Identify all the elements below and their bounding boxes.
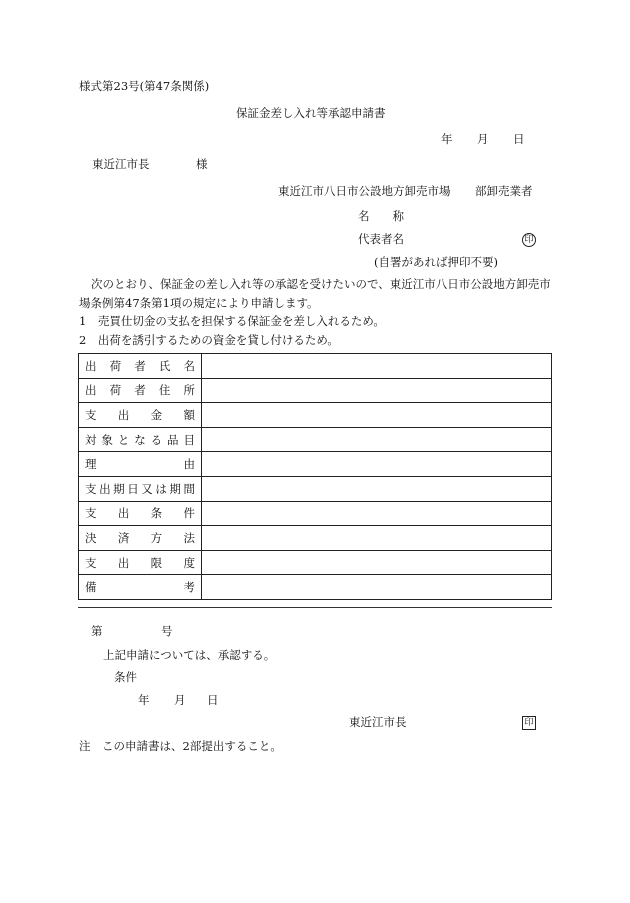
row-label-cell xyxy=(79,550,202,575)
signature-note: (自署があれば押印不要) xyxy=(374,255,498,269)
applicant-seal-mark: 印 xyxy=(522,233,536,247)
intro-paragraph: 次のとおり、保証金の差し入れ等の承認を受けたいので、東近江市八日市公設地方卸売市場条例第47条第1項の規定により申請します。 xyxy=(79,277,551,310)
row-value-field[interactable] xyxy=(202,378,552,403)
approval-date-month: 月 xyxy=(174,693,186,707)
table-row xyxy=(79,378,552,403)
row-value-field[interactable] xyxy=(202,452,552,477)
table-row xyxy=(79,550,552,575)
row-label-cell xyxy=(79,476,202,501)
row-label-cell xyxy=(79,575,202,600)
row-value-field[interactable] xyxy=(202,403,552,428)
row-label-cell xyxy=(79,427,202,452)
addressee-honorific: 様 xyxy=(196,157,208,171)
row-label: 支 出 限 度 xyxy=(85,555,195,570)
row-label: 支 出 金 額 xyxy=(85,407,195,422)
row-value-field[interactable] xyxy=(202,526,552,551)
row-value-field[interactable] xyxy=(202,354,552,379)
table-row xyxy=(79,452,552,477)
applicant-name-label: 名 称 xyxy=(358,209,404,223)
row-label: 備 考 xyxy=(85,580,195,595)
approval-statement: 上記申請については、承認する。 xyxy=(103,648,276,662)
row-label: 対 象 と な る 品 目 xyxy=(85,432,195,447)
row-label: 出 荷 者 氏 名 xyxy=(85,358,195,373)
row-value-field[interactable] xyxy=(202,501,552,526)
approval-number-suffix: 号 xyxy=(161,624,173,638)
applicant-affiliation: 東近江市八日市公設地方卸売市場 xyxy=(278,184,451,198)
row-label-cell xyxy=(79,378,202,403)
row-label-cell xyxy=(79,452,202,477)
date-day-label: 日 xyxy=(513,132,525,146)
addressee-name: 東近江市長 xyxy=(92,157,150,171)
row-label-cell xyxy=(79,526,202,551)
row-label-cell xyxy=(79,501,202,526)
table-row xyxy=(79,526,552,551)
section-divider xyxy=(78,607,552,608)
form-number: 様式第23号(第47条関係) xyxy=(79,79,210,93)
row-label-cell xyxy=(79,403,202,428)
table-row xyxy=(79,354,552,379)
footnote: 注 この申請書は、2部提出すること。 xyxy=(79,739,282,753)
table-row xyxy=(79,403,552,428)
row-label: 出 荷 者 住 所 xyxy=(85,383,195,398)
approval-seal-mark: 印 xyxy=(522,716,536,730)
date-month-label: 月 xyxy=(477,132,489,146)
table-row xyxy=(79,575,552,600)
table-row xyxy=(79,501,552,526)
row-label-cell xyxy=(79,354,202,379)
table-row xyxy=(79,427,552,452)
row-label: 理 由 xyxy=(85,457,195,472)
approval-date-day: 日 xyxy=(207,693,219,707)
approval-date-year: 年 xyxy=(138,693,150,707)
row-label: 支 出 条 件 xyxy=(85,506,195,521)
row-value-field[interactable] xyxy=(202,550,552,575)
row-label: 決 済 方 法 xyxy=(85,530,195,545)
application-table xyxy=(78,353,552,600)
approval-signer: 東近江市長 xyxy=(349,715,407,729)
date-year-label: 年 xyxy=(441,132,453,146)
row-label: 支 出 期 日 又 は 期 間 xyxy=(85,481,195,496)
applicant-rep-label: 代表者名 xyxy=(358,232,404,246)
condition-label: 条件 xyxy=(114,670,137,684)
row-value-field[interactable] xyxy=(202,575,552,600)
document-title: 保証金差し入れ等承認申請書 xyxy=(236,106,386,120)
approval-number-prefix: 第 xyxy=(91,624,103,638)
table-row xyxy=(79,476,552,501)
purpose-item-1: 1 売買仕切金の支払を担保する保証金を差し入れるため。 xyxy=(79,314,385,328)
row-value-field[interactable] xyxy=(202,476,552,501)
purpose-item-2: 2 出荷を誘引するための資金を貸し付けるため。 xyxy=(79,333,339,347)
applicant-role: 部卸売業者 xyxy=(475,184,533,198)
row-value-field[interactable] xyxy=(202,427,552,452)
